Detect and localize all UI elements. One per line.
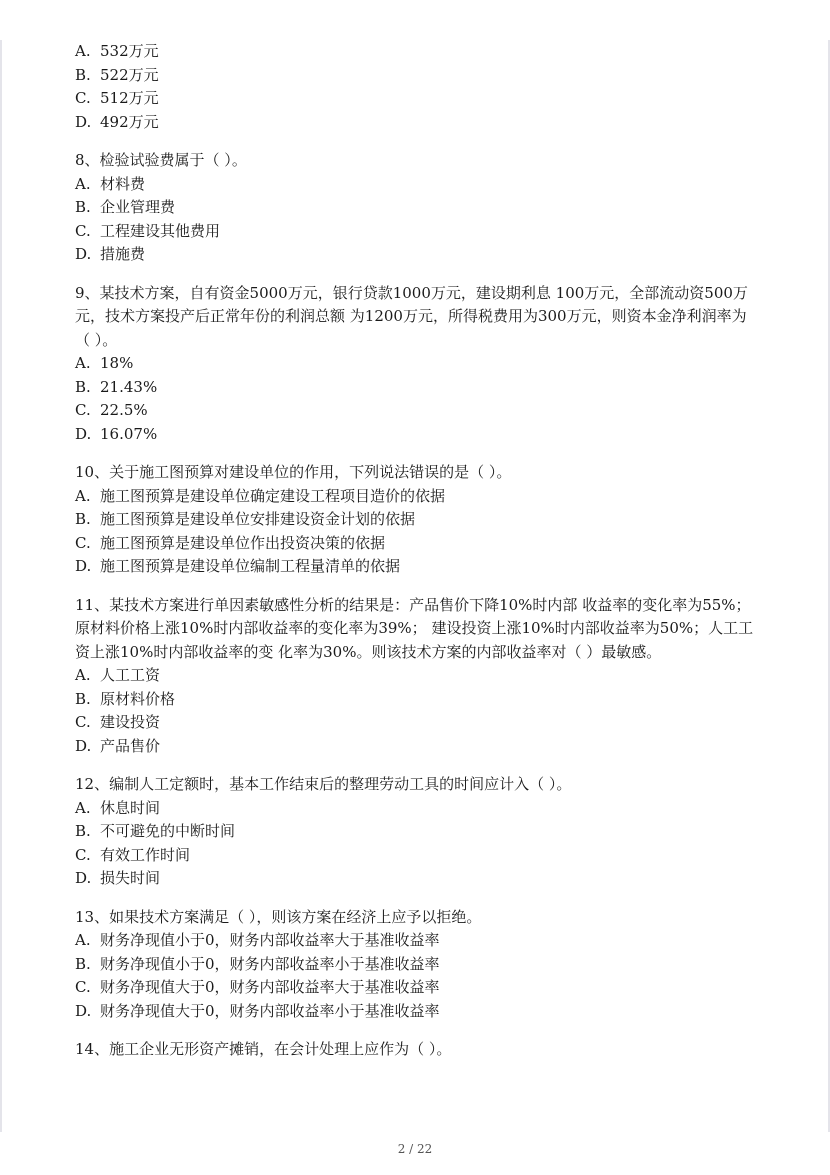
option-text: 休息时间	[100, 798, 161, 817]
option-b	[75, 64, 765, 88]
option-text: 施工图预算是建设单位安排建设资金计划的依据	[100, 510, 416, 528]
question-stem: 9、某技术方案，自有资金5000万元，银行贷款1000万元，建设期利息 100万元，全部流动资500万元，技术方案投产后正常年份的利润总额 为1200万元，所得税费用为300万元，则资本金净利润率为（ ）。	[75, 283, 748, 349]
option-c	[75, 87, 765, 111]
question-10	[75, 461, 765, 579]
document-page	[75, 40, 765, 1062]
page-border-left	[0, 40, 2, 1132]
question-stem: 14、施工企业无形资产摊销，在会计处理上应作为（ ）。	[75, 1040, 452, 1058]
option-c	[75, 399, 765, 423]
option-letter: C.	[75, 89, 91, 107]
option-a	[75, 352, 765, 376]
option-text: 财务净现值大于0，财务内部收益率大于基准收益率	[100, 978, 440, 996]
option-text: 人工工资	[100, 666, 161, 684]
option-c	[75, 711, 765, 735]
option-a	[75, 40, 765, 64]
option-letter: A.	[75, 174, 91, 193]
option-letter: D.	[75, 424, 92, 443]
question-9	[75, 282, 765, 447]
option-text: 532万元	[100, 42, 159, 60]
option-letter: B.	[75, 377, 91, 396]
option-letter: B.	[75, 510, 91, 528]
option-letter: A.	[75, 354, 91, 372]
option-b	[75, 953, 765, 977]
option-letter: C.	[75, 401, 91, 419]
option-text: 材料费	[100, 174, 146, 193]
option-letter: A.	[75, 798, 91, 817]
option-d	[75, 1000, 765, 1024]
option-a	[75, 173, 765, 197]
option-text: 损失时间	[100, 869, 161, 887]
option-letter: B.	[75, 65, 91, 84]
option-letter: C.	[75, 845, 91, 864]
page-indicator: 2 / 22	[397, 1142, 433, 1156]
option-letter: C.	[75, 713, 91, 731]
question-stem: 12、编制人工定额时，基本工作结束后的整理劳动工具的时间应计入（ ）。	[75, 775, 572, 793]
option-text: 22.5%	[100, 401, 148, 419]
option-letter: D.	[75, 112, 92, 131]
option-text: 原材料价格	[100, 689, 176, 708]
question-12	[75, 773, 765, 891]
question-8	[75, 149, 765, 267]
question-stem: 13、如果技术方案满足（ ），则该方案在经济上应予以拒绝。	[75, 907, 482, 926]
option-b	[75, 508, 765, 532]
option-c	[75, 976, 765, 1000]
option-text: 18%	[100, 354, 134, 372]
option-letter: B.	[75, 954, 91, 973]
option-letter: A.	[75, 666, 91, 684]
question-7-options	[75, 40, 765, 134]
option-a	[75, 797, 765, 821]
option-letter: D.	[75, 245, 92, 263]
option-letter: D.	[75, 869, 92, 887]
option-letter: B.	[75, 198, 91, 216]
option-text: 不可避免的中断时间	[100, 822, 236, 840]
option-letter: D.	[75, 1001, 92, 1020]
option-text: 有效工作时间	[100, 845, 191, 864]
option-d	[75, 111, 765, 135]
option-letter: C.	[75, 221, 91, 240]
question-14	[75, 1038, 765, 1062]
question-11	[75, 594, 765, 759]
option-c	[75, 220, 765, 244]
option-letter: B.	[75, 689, 91, 708]
option-b	[75, 688, 765, 712]
option-text: 财务净现值小于0，财务内部收益率大于基准收益率	[100, 931, 440, 949]
option-letter: D.	[75, 736, 92, 755]
question-stem: 11、某技术方案进行单因素敏感性分析的结果是：产品售价下降10%时内部 收益率的变化率为55%；原材料价格上涨10%时内部收益率的变化率为39%； 建设投资上涨10%时内部收益率为50%；人工工资上涨10%时内部收益率的变 化率为30%。则该技术方案的内部收益率对（ ）最敏感。	[75, 595, 754, 661]
option-letter: A.	[75, 486, 91, 505]
option-text: 建设投资	[100, 713, 161, 731]
option-letter: C.	[75, 533, 91, 552]
option-text: 财务净现值大于0，财务内部收益率小于基准收益率	[100, 1001, 440, 1020]
option-a	[75, 929, 765, 953]
option-a	[75, 485, 765, 509]
option-d	[75, 243, 765, 267]
option-d	[75, 867, 765, 891]
option-letter: B.	[75, 822, 91, 840]
question-stem: 8、检验试验费属于（ ）。	[75, 151, 247, 169]
option-text: 492万元	[100, 112, 159, 131]
option-d	[75, 555, 765, 579]
option-a	[75, 664, 765, 688]
option-text: 措施费	[100, 245, 146, 263]
option-letter: D.	[75, 557, 92, 575]
option-text: 企业管理费	[100, 198, 176, 216]
option-text: 产品售价	[100, 736, 161, 755]
question-13	[75, 906, 765, 1024]
option-text: 522万元	[100, 65, 159, 84]
option-letter: A.	[75, 931, 91, 949]
option-text: 施工图预算是建设单位确定建设工程项目造价的依据	[100, 486, 446, 505]
question-stem: 10、关于施工图预算对建设单位的作用，下列说法错误的是（ ）。	[75, 463, 512, 481]
option-text: 施工图预算是建设单位作出投资决策的依据	[100, 533, 386, 552]
option-text: 512万元	[100, 89, 159, 107]
option-b	[75, 376, 765, 400]
option-c	[75, 844, 765, 868]
option-text: 工程建设其他费用	[100, 221, 221, 240]
option-d	[75, 735, 765, 759]
option-d	[75, 423, 765, 447]
option-letter: A.	[75, 42, 91, 60]
option-b	[75, 196, 765, 220]
option-b	[75, 820, 765, 844]
option-text: 施工图预算是建设单位编制工程量清单的依据	[100, 557, 401, 575]
option-letter: C.	[75, 978, 91, 996]
option-c	[75, 532, 765, 556]
option-text: 21.43%	[100, 377, 158, 396]
option-text: 16.07%	[100, 424, 158, 443]
option-text: 财务净现值小于0，财务内部收益率小于基准收益率	[100, 954, 440, 973]
